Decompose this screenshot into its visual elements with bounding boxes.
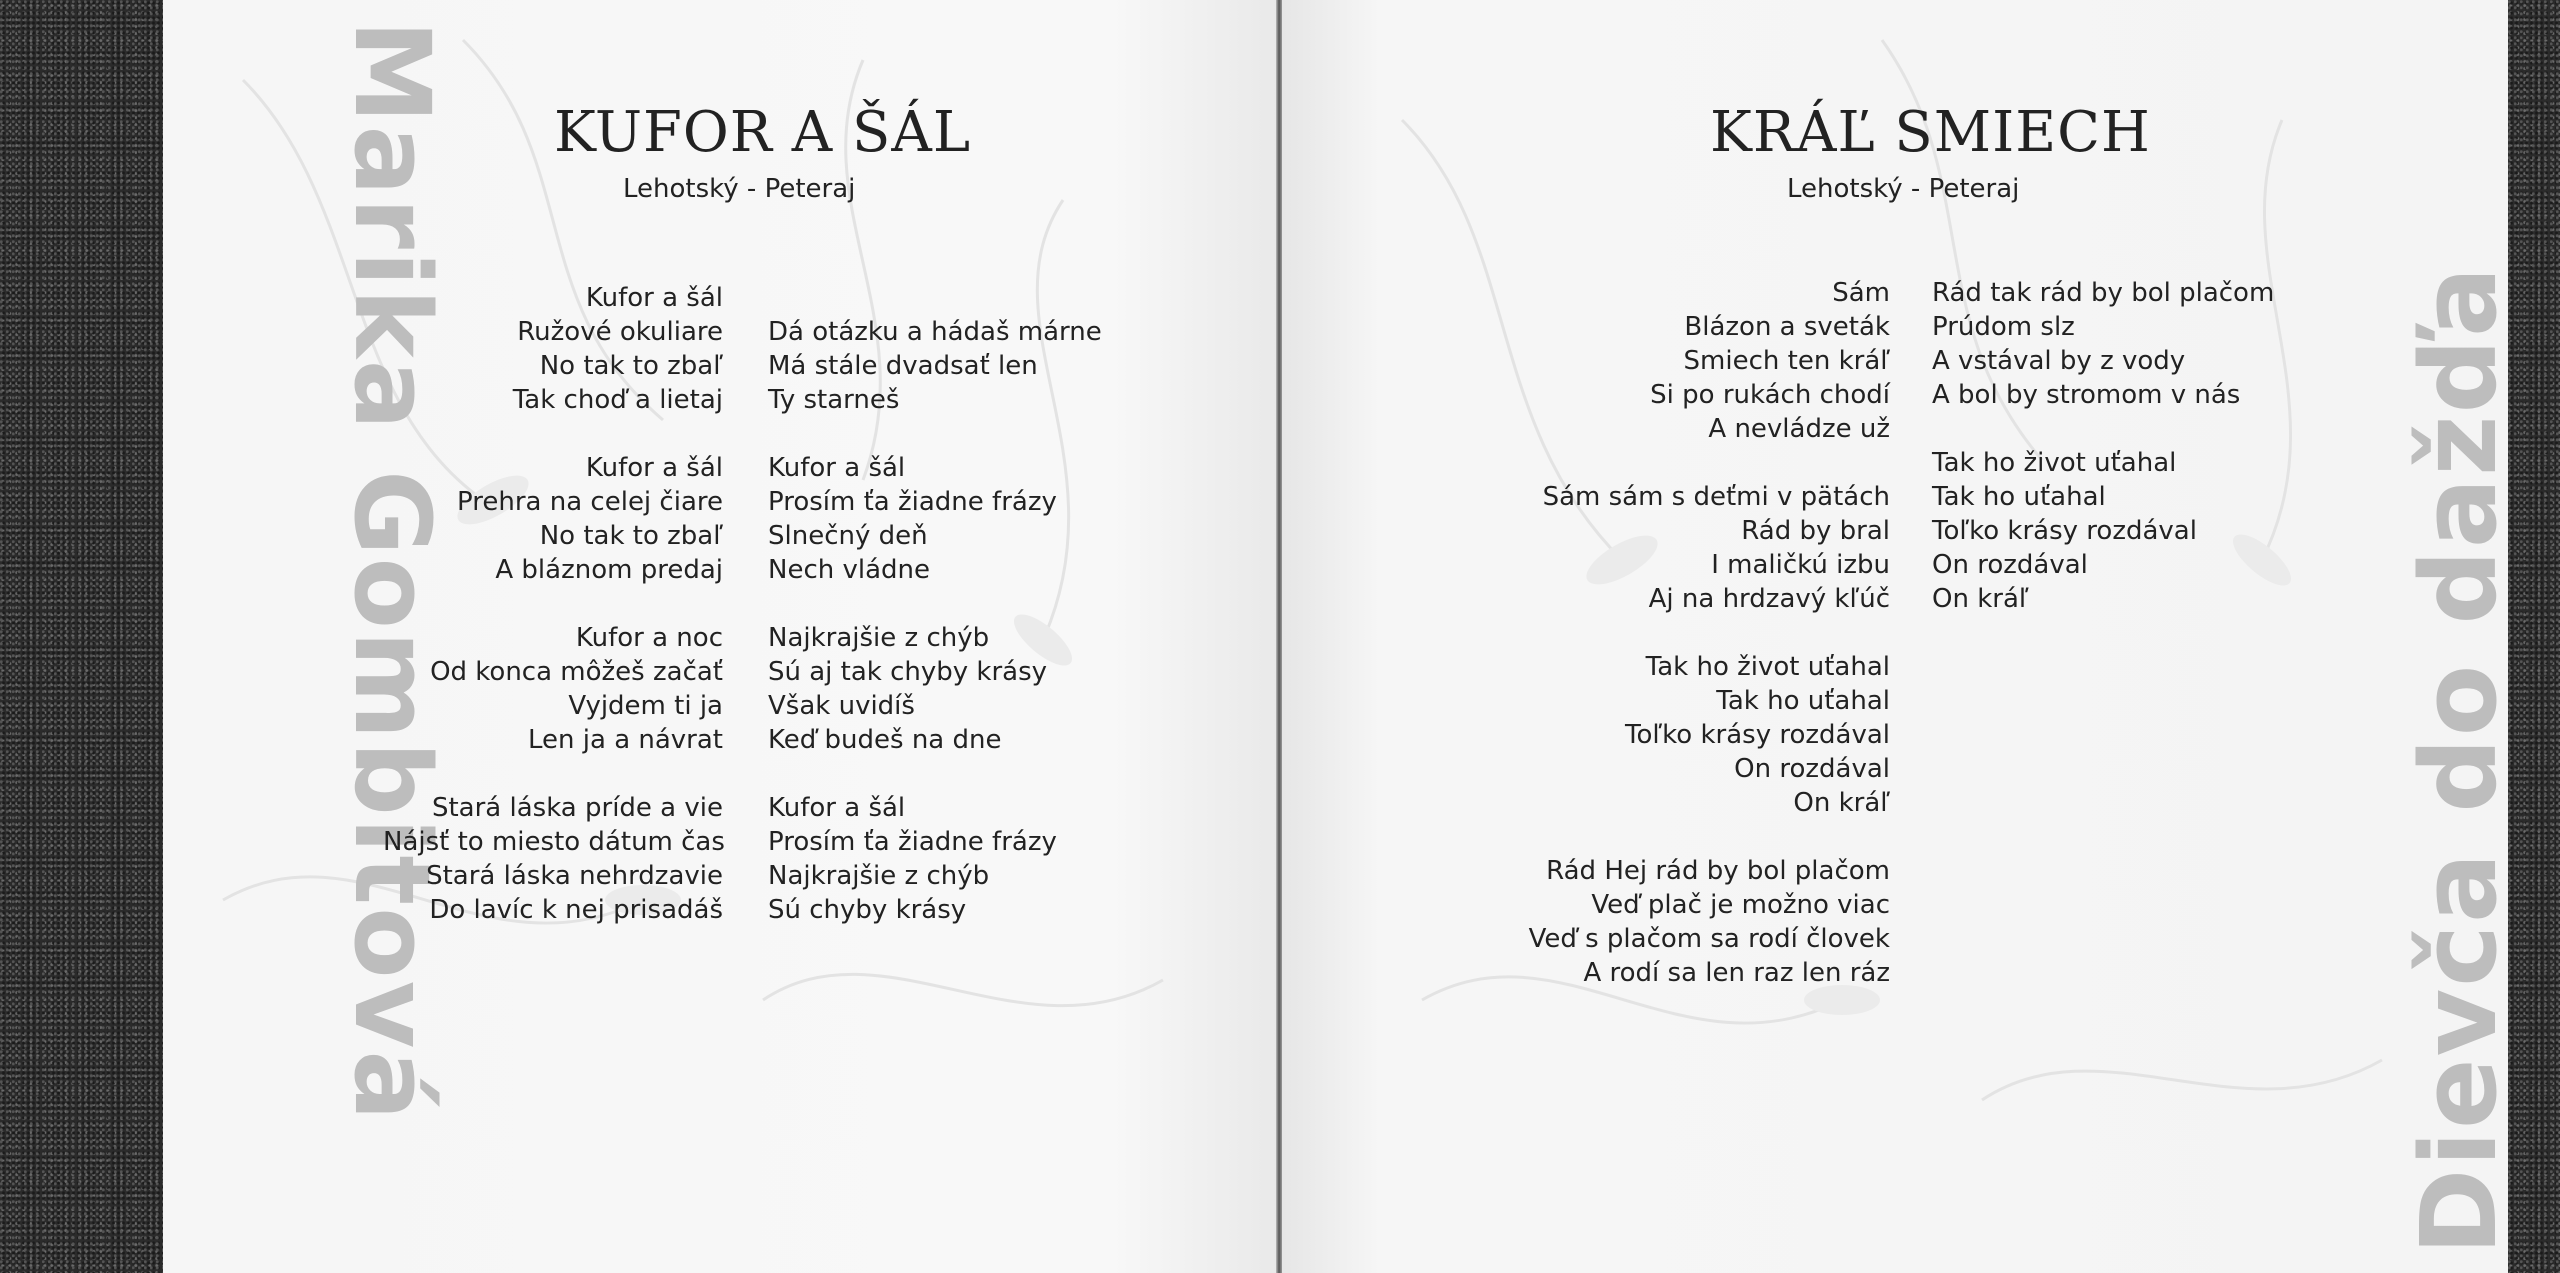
lyric-line: Si po rukách chodí xyxy=(1650,380,1890,410)
stanza-gap xyxy=(1490,820,1890,854)
lyric-line: Toľko krásy rozdával xyxy=(1932,516,2197,546)
lyric-line: A bol by stromom v nás xyxy=(1932,380,2241,410)
lyric-line: Sú chyby krásy xyxy=(768,895,967,925)
stanza-gap xyxy=(768,587,1128,621)
lyric-line: Veď s plačom sa rodí človek xyxy=(1528,924,1890,954)
lyric-line: Do lavíc k nej prisadáš xyxy=(429,895,723,925)
lyric-line: Kufor a noc xyxy=(575,623,723,653)
lyric-line: Slnečný deň xyxy=(768,521,928,551)
lyric-line: No tak to zbaľ xyxy=(539,521,723,551)
lyric-line: Ružové okuliare xyxy=(517,317,723,347)
lyric-line: Kufor a šál xyxy=(585,453,723,483)
lyric-line: Prosím ťa žiadne frázy xyxy=(768,487,1057,517)
lyric-line: Keď budeš na dne xyxy=(768,725,1002,755)
lyric-line: Najkrajšie z chýb xyxy=(768,861,990,891)
lyric-line: Dá otázku a hádaš márne xyxy=(768,317,1102,347)
lyric-line: A rodí sa len raz len ráz xyxy=(1583,958,1890,988)
lyric-line: Rád Hej rád by bol plačom xyxy=(1546,856,1890,886)
lyric-line: Kufor a šál xyxy=(768,793,906,823)
lyric-line: Od konca môžeš začať xyxy=(430,657,723,687)
lyric-line: Tak choď a lietaj xyxy=(512,385,723,415)
lyric-line: Sám xyxy=(1832,278,1890,308)
lyric-line: On rozdával xyxy=(1734,754,1890,784)
lyric-line: Prosím ťa žiadne frázy xyxy=(768,827,1057,857)
lyric-line: Sú aj tak chyby krásy xyxy=(768,657,1048,687)
background-texture-left xyxy=(0,0,163,1273)
song1-title: KUFOR A ŠÁL xyxy=(554,100,971,165)
stanza-gap xyxy=(768,417,1128,451)
lyric-line: A nevládze už xyxy=(1708,414,1890,444)
lyric-line: Blázon a sveták xyxy=(1684,312,1890,342)
lyric-line: Najkrajšie z chýb xyxy=(768,623,990,653)
stanza-gap xyxy=(383,587,723,621)
lyric-line: Veď plač je možno viac xyxy=(1591,890,1890,920)
song2-credits: Lehotský - Peteraj xyxy=(1787,174,2020,204)
lyric-line: Smiech ten kráľ xyxy=(1683,346,1890,376)
lyric-line: On kráľ xyxy=(1932,584,2029,614)
lyric-line: Však uvidíš xyxy=(768,691,915,721)
stanza-gap xyxy=(383,417,723,451)
lyric-line: Stará láska nehrdzavie xyxy=(426,861,723,891)
song2-lyrics-left-column xyxy=(1490,276,1890,990)
lyric-line: Len ja a návrat xyxy=(528,725,723,755)
song1-lyrics-right-column xyxy=(768,281,1128,927)
lyric-line: Tak ho uťahal xyxy=(1932,482,2106,512)
song2-title: KRÁĽ SMIECH xyxy=(1710,100,2151,165)
lyric-line: No tak to zbaľ xyxy=(539,351,723,381)
stanza-gap xyxy=(1490,616,1890,650)
stanza-gap xyxy=(383,757,723,791)
lyric-line: Nech vládne xyxy=(768,555,931,585)
lyric-line: Prehra na celej čiare xyxy=(457,487,723,517)
album-title-vertical: Dievča do dažďa xyxy=(2398,264,2520,1255)
song1-lyrics-left-column xyxy=(383,281,723,927)
lyric-line: Rád tak rád by bol plačom xyxy=(1932,278,2275,308)
lyric-line: Kufor a šál xyxy=(768,453,906,483)
lyric-line: Sám sám s deťmi v pätách xyxy=(1542,482,1890,512)
lyric-line: Má stále dvadsať len xyxy=(768,351,1038,381)
lyric-line: Kufor a šál xyxy=(585,283,723,313)
lyric-line: Stará láska príde a vie xyxy=(431,793,723,823)
lyric-line: Tak ho život uťahal xyxy=(1932,448,2177,478)
stanza-gap xyxy=(1490,446,1890,480)
stanza-gap xyxy=(768,757,1128,791)
lyric-line: Tak ho život uťahal xyxy=(1645,652,1890,682)
stanza-gap xyxy=(1932,412,2312,446)
stanza-gap xyxy=(768,281,1128,315)
artist-name-vertical: Marika Gombitová xyxy=(331,20,453,1123)
lyric-line: Nájsť to miesto dátum čas xyxy=(383,827,725,857)
lyric-line: On rozdával xyxy=(1932,550,2088,580)
song1-credits: Lehotský - Peteraj xyxy=(623,174,856,204)
lyric-line: Aj na hrdzavý kľúč xyxy=(1648,584,1890,614)
lyric-line: Ty starneš xyxy=(768,385,900,415)
lyric-line: A bláznom predaj xyxy=(495,555,723,585)
song2-lyrics-right-column xyxy=(1932,276,2312,616)
lyric-line: On kráľ xyxy=(1793,788,1890,818)
lyric-line: I maličkú izbu xyxy=(1711,550,1890,580)
lyric-line: Toľko krásy rozdával xyxy=(1625,720,1890,750)
lyric-line: Rád by bral xyxy=(1741,516,1890,546)
lyric-line: Prúdom slz xyxy=(1932,312,2075,342)
lyric-line: Vyjdem ti ja xyxy=(568,691,723,721)
lyric-line: Tak ho uťahal xyxy=(1716,686,1890,716)
lyric-line: A vstával by z vody xyxy=(1932,346,2186,376)
